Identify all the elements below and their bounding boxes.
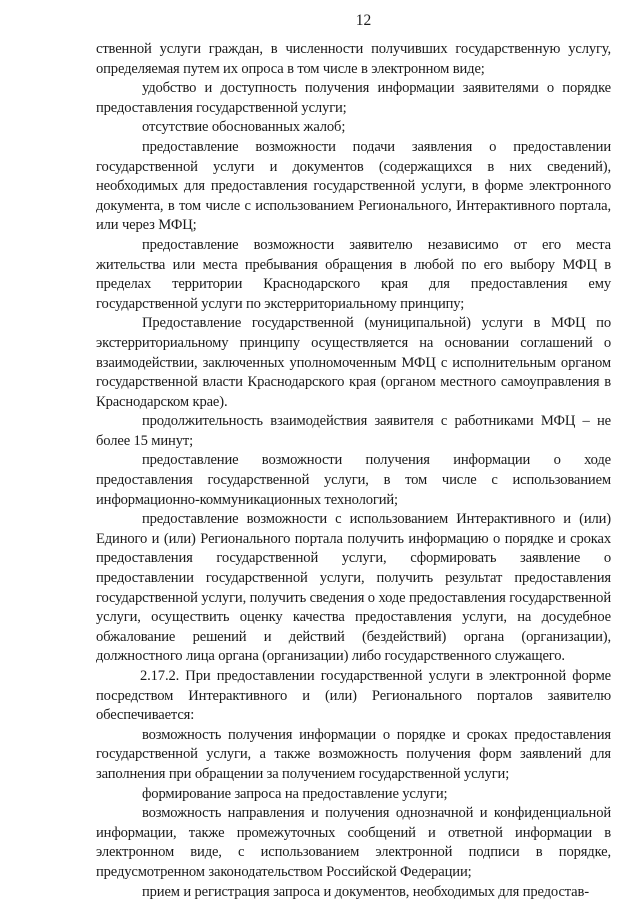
paragraph: продолжительность взаимодействия заявителя с работниками МФЦ – не более 15 минут; xyxy=(96,413,611,449)
paragraph: Предоставление государственной (муниципальной) услуги в МФЦ по экстерриториальному принципу осуществляется на основании соглашений о взаимодействии, заключенных уполномоченным МФЦ с исполнительным органом государственной власти Краснодарского края (органом местного самоуправления в Краснодарском крае). xyxy=(96,315,611,410)
page-number: 12 xyxy=(355,12,372,29)
paragraph: формирование запроса на предоставление услуги; xyxy=(142,785,448,802)
paragraph: предоставление возможности получения информации о ходе предоставления государственной услуги, в том числе с использованием информационно-коммуникационных технологий; xyxy=(96,452,611,508)
paragraph: предоставление возможности подачи заявления о предоставлении государственной услуги и документов (содержащихся в них сведений), необходимых для предоставления государственной услуги, в форме электронного документа, в том числе с использованием Регионального, Интерактивного портала, или через МФЦ; xyxy=(96,138,611,234)
paragraph: возможность направления и получения однозначной и конфиденциальной информации, также промежуточных сообщений и ответной информации в электронном виде, с использованием электронной подписи в порядке, предусмотренном законодательством Российской Федерации; xyxy=(96,805,611,880)
paragraph: возможность получения информации о порядке и сроках предоставления государственной услуги, а также возможность получения форм заявлений для заполнения при обращении за получением государственной услуги; xyxy=(96,726,611,782)
paragraph: предоставление возможности заявителю независимо от его места жительства или места пребывания обращения в любой по его выбору МФЦ в пределах территории Краснодарского края для предоставления ему государственной услуги по экстерриториальному принципу; xyxy=(96,236,611,312)
paragraph: прием и регистрация запроса и документов, необходимых для предостав- xyxy=(142,883,589,900)
section-paragraph: 2.17.2. При предоставлении государственной услуги в электронной форме посредством Интерактивного и (или) Регионального порталов заявителю обеспечивается: xyxy=(96,668,611,724)
paragraph: предоставление возможности с использованием Интерактивного и (или) Единого и (или) Регионального портала получить информацию о порядке и сроках предоставления государственной услуги, сформировать заявление о предоставлении государственной услуги, получить результат предоставления государственной услуги, получить сведения о ходе предоставления государственной услуги, осуществить оценку качества предоставления услуги, на досудебное обжалование решений и действий (бездействий) органа (организации), должностного лица органа (организации) либо государственного служащего. xyxy=(96,511,611,665)
document-body xyxy=(96,40,611,902)
paragraph: отсутствие обоснованных жалоб; xyxy=(142,119,346,136)
paragraph: удобство и доступность получения информации заявителями о порядке предоставления государственной услуги; xyxy=(96,80,611,116)
paragraph-continuation: ственной услуги граждан, в численности получивших государственную услугу, определяемая путем их опроса в том числе в электронном виде; xyxy=(96,41,611,77)
